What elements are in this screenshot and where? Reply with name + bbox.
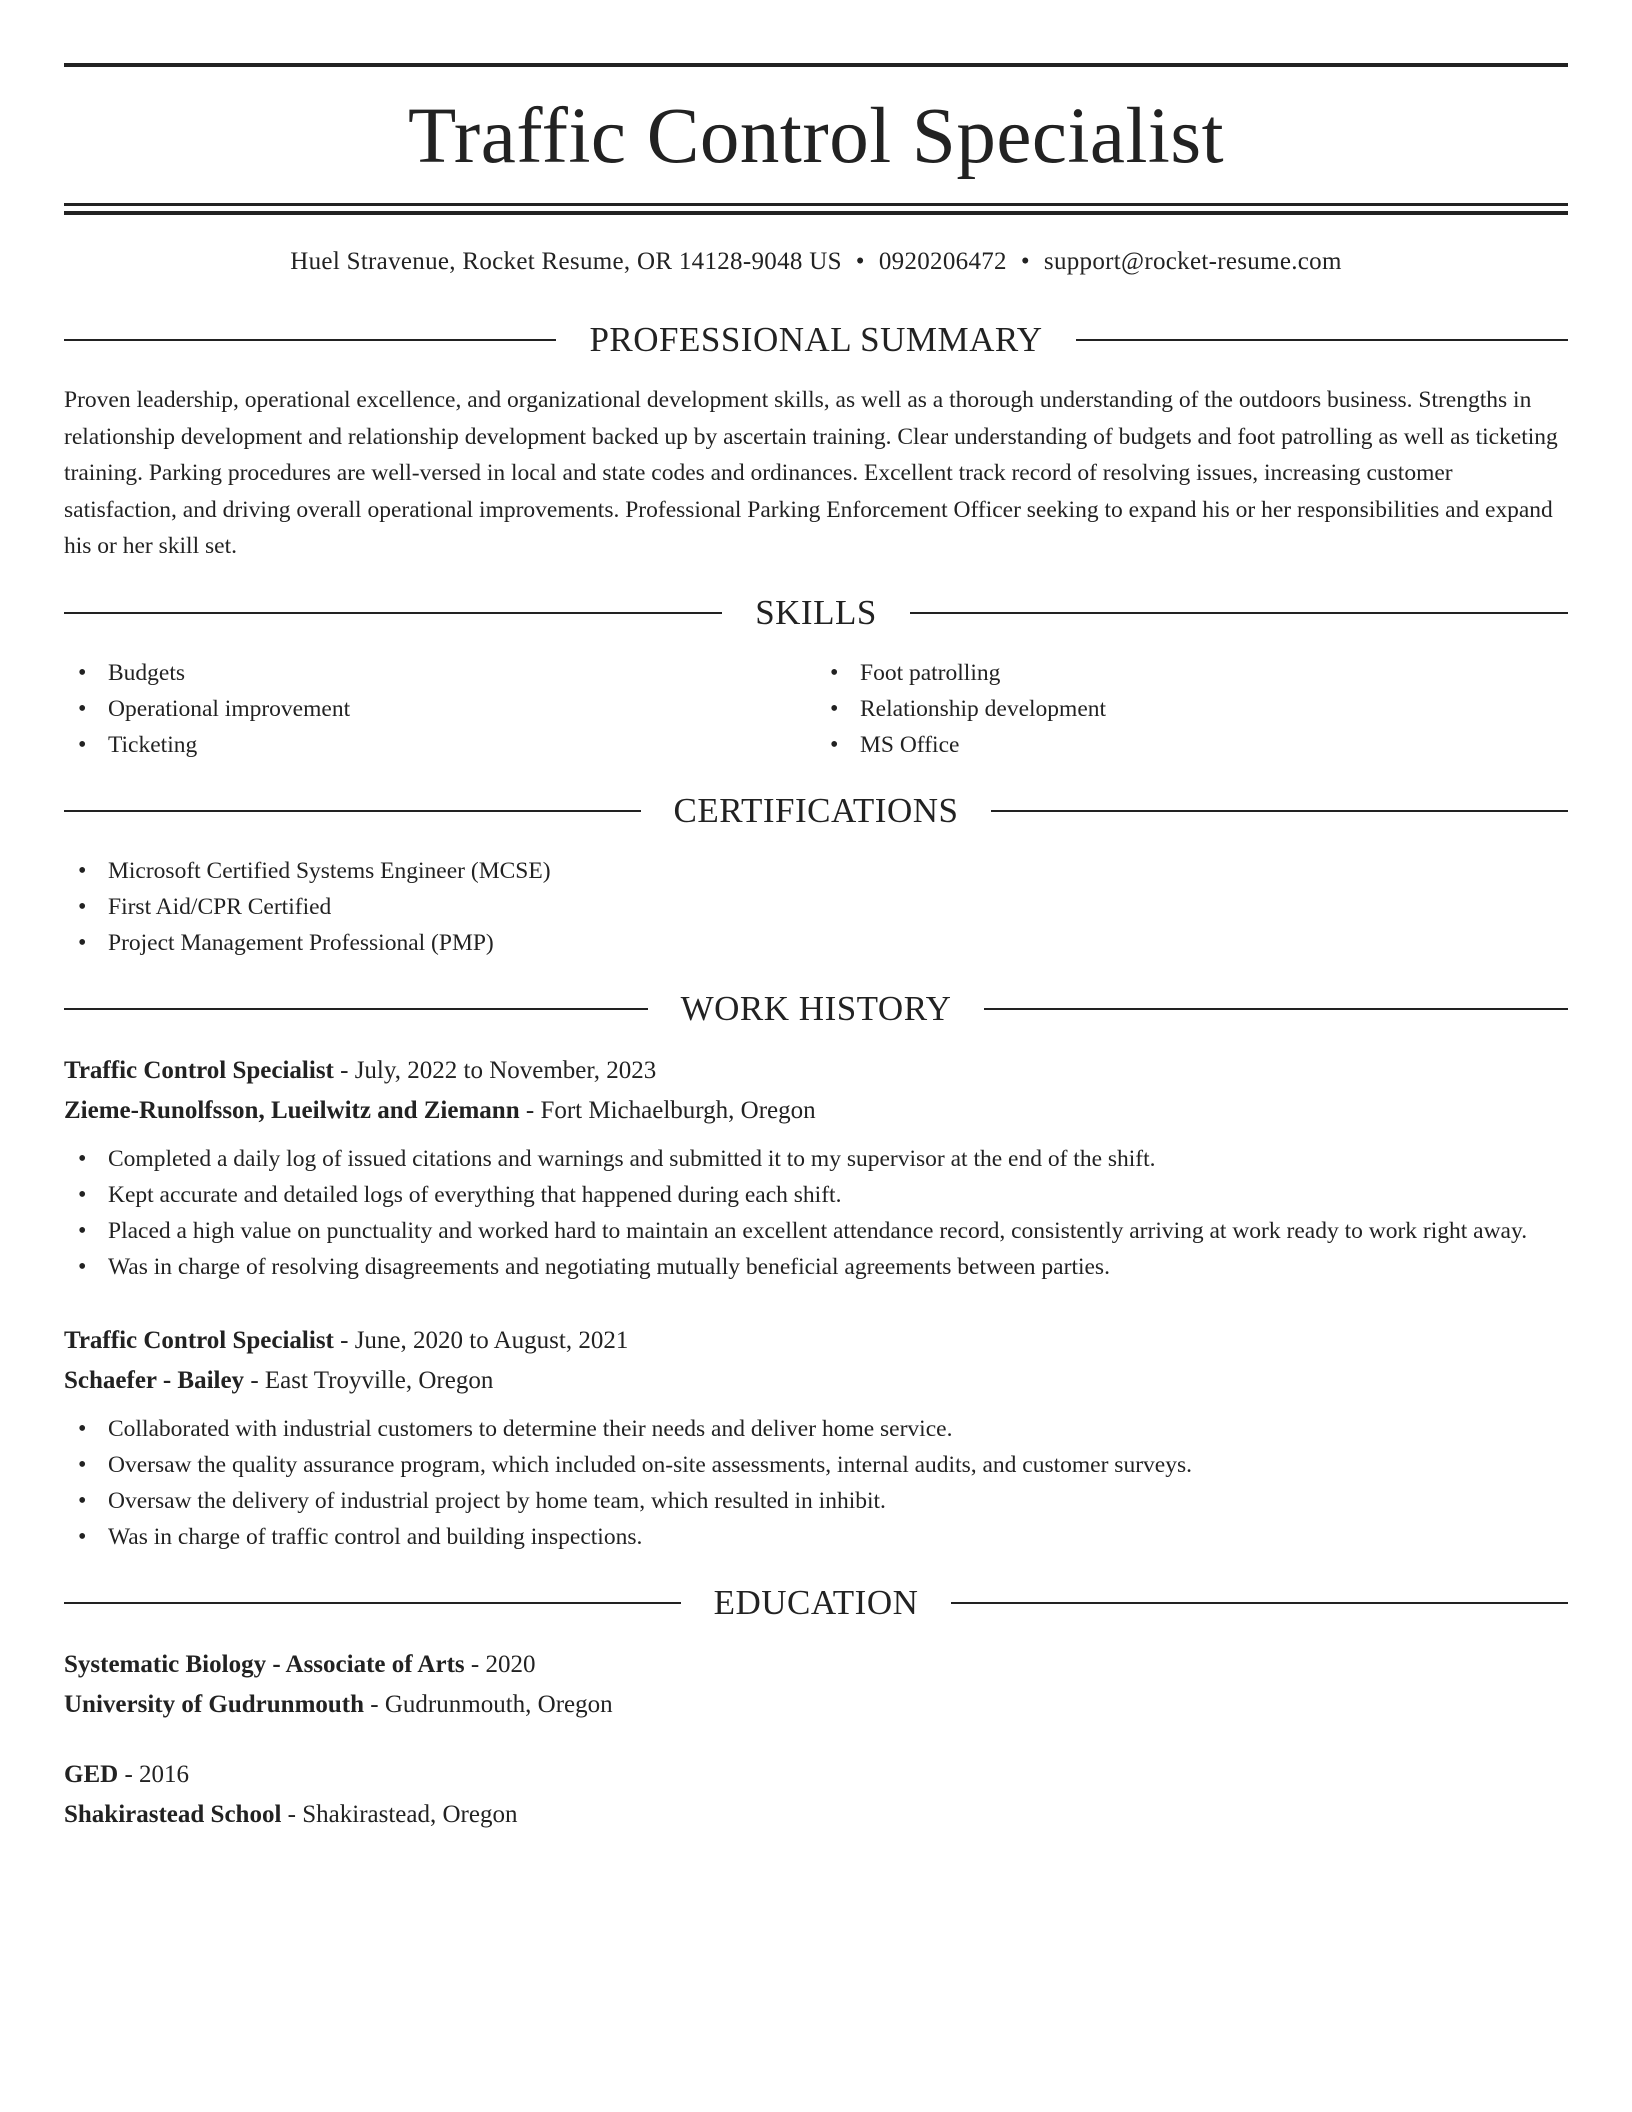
certifications-list	[64, 853, 1568, 961]
section-header-summary	[64, 320, 1568, 360]
education-location: Shakirastead, Oregon	[302, 1800, 518, 1828]
section-rule-right	[984, 1008, 1568, 1010]
skill-item: • Ticketing	[64, 727, 816, 763]
job-location: Fort Michaelburgh, Oregon	[540, 1096, 816, 1124]
education-entry	[64, 1755, 1568, 1835]
contact-separator: •	[855, 248, 865, 275]
job-company-line: Schaefer - Bailey - East Troyville, Oregon	[64, 1366, 494, 1394]
skill-item: • Operational improvement	[64, 691, 816, 727]
job-bullet: • Was in charge of resolving disagreements and negotiating mutually beneficial agreements between parties.	[64, 1249, 1568, 1285]
education-school-line: University of Gudrunmouth - Gudrunmouth, Oregon	[64, 1690, 613, 1718]
job-location: East Troyville, Oregon	[264, 1366, 494, 1394]
job-bullet: • Collaborated with industrial customers to determine their needs and deliver home service.	[64, 1411, 1568, 1447]
contact-separator: •	[1020, 248, 1030, 275]
job-bullet: • Oversaw the quality assurance program, which included on-site assessments, internal audits, and customer surveys.	[64, 1447, 1568, 1483]
job-bullet: • Kept accurate and detailed logs of everything that happened during each shift.	[64, 1177, 1568, 1213]
job-company: Zieme-Runolfsson, Lueilwitz and Ziemann	[64, 1096, 520, 1124]
education-location: Gudrunmouth, Oregon	[384, 1690, 613, 1718]
section-rule-left	[64, 612, 722, 614]
section-rule-left	[64, 1602, 681, 1604]
section-header-certifications	[64, 791, 1568, 831]
education-degree: GED	[64, 1760, 119, 1788]
job-bullet: • Was in charge of traffic control and building inspections.	[64, 1519, 1568, 1555]
job-dates: June, 2020 to August, 2021	[354, 1326, 629, 1354]
job-title: Traffic Control Specialist	[64, 1326, 334, 1354]
section-header-education	[64, 1583, 1568, 1623]
contact-email[interactable]: support@rocket-resume.com	[1043, 248, 1342, 275]
summary-text: Proven leadership, operational excellence, and organizational development skills, as well as a thorough understanding of the outdoors business. Strengths in relationship development and relationship development backed up by ascertain training. Clear understanding of budgets and foot patrolling as well as ticketing training. Parking procedures are well-versed in local and state codes and ordinances. Excellent track record of resolving issues, increasing customer satisfaction, and driving overall operational improvements. Professional Parking Enforcement Officer seeking to expand his or her responsibilities and expand his or her skill set.	[64, 387, 1558, 559]
certification-item: • Microsoft Certified Systems Engineer (MCSE)	[64, 853, 1568, 889]
section-rule-right	[991, 810, 1568, 812]
education-degree: Systematic Biology - Associate of Arts	[64, 1650, 465, 1678]
resume-page	[64, 0, 1568, 1835]
contact-address: Huel Stravenue, Rocket Resume, OR 14128-9048 US	[290, 248, 842, 275]
certification-item: • First Aid/CPR Certified	[64, 889, 1568, 925]
job-bullet: • Placed a high value on punctuality and worked hard to maintain an excellent attendance record, consistently arriving at work ready to work right away.	[64, 1213, 1568, 1249]
education-degree-line: GED - 2016	[64, 1760, 190, 1788]
job-title-line: Traffic Control Specialist - July, 2022 to November, 2023	[64, 1056, 657, 1084]
section-header-work-history	[64, 989, 1568, 1029]
skills-grid	[64, 655, 1568, 763]
job-entry	[64, 1051, 1568, 1285]
skill-item: • MS Office	[816, 727, 1568, 763]
job-entry	[64, 1321, 1568, 1555]
header-double-rule	[64, 203, 1568, 215]
education-school-line: Shakirastead School - Shakirastead, Oregon	[64, 1800, 518, 1828]
section-rule-right	[951, 1602, 1568, 1604]
contact-line	[64, 248, 1568, 276]
certification-item: • Project Management Professional (PMP)	[64, 925, 1568, 961]
education-year: 2016	[139, 1760, 190, 1788]
page-title: Traffic Control Specialist	[407, 93, 1225, 180]
job-title-line: Traffic Control Specialist - June, 2020 to August, 2021	[64, 1326, 629, 1354]
education-school: University of Gudrunmouth	[64, 1690, 365, 1718]
section-title: CERTIFICATIONS	[673, 790, 959, 830]
job-company-line: Zieme-Runolfsson, Lueilwitz and Ziemann - Fort Michaelburgh, Oregon	[64, 1096, 816, 1124]
skill-item: • Budgets	[64, 655, 816, 691]
skills-column-right	[816, 655, 1568, 763]
skill-item: • Foot patrolling	[816, 655, 1568, 691]
skills-column-left	[64, 655, 816, 763]
section-title: EDUCATION	[713, 1582, 919, 1622]
section-rule-left	[64, 339, 556, 341]
section-rule-right	[1076, 339, 1568, 341]
job-bullets	[64, 1141, 1568, 1285]
education-year: 2020	[485, 1650, 536, 1678]
skill-item: • Relationship development	[816, 691, 1568, 727]
section-rule-right	[910, 612, 1568, 614]
contact-phone[interactable]: 0920206472	[878, 248, 1007, 275]
section-title: PROFESSIONAL SUMMARY	[589, 320, 1043, 359]
education-entry	[64, 1645, 1568, 1725]
job-bullet: • Oversaw the delivery of industrial project by home team, which resulted in inhibit.	[64, 1483, 1568, 1519]
section-title: WORK HISTORY	[680, 988, 952, 1028]
section-rule-left	[64, 1008, 648, 1010]
job-company: Schaefer - Bailey	[64, 1366, 245, 1394]
section-title: SKILLS	[755, 592, 877, 632]
section-header-skills	[64, 593, 1568, 633]
education-school: Shakirastead School	[64, 1800, 282, 1828]
job-dates: July, 2022 to November, 2023	[354, 1056, 657, 1084]
section-rule-left	[64, 810, 641, 812]
education-degree-line: Systematic Biology - Associate of Arts - 2020	[64, 1650, 536, 1678]
job-title: Traffic Control Specialist	[64, 1056, 334, 1084]
job-bullets	[64, 1411, 1568, 1555]
job-bullet: • Completed a daily log of issued citations and warnings and submitted it to my supervisor at the end of the shift.	[64, 1141, 1568, 1177]
